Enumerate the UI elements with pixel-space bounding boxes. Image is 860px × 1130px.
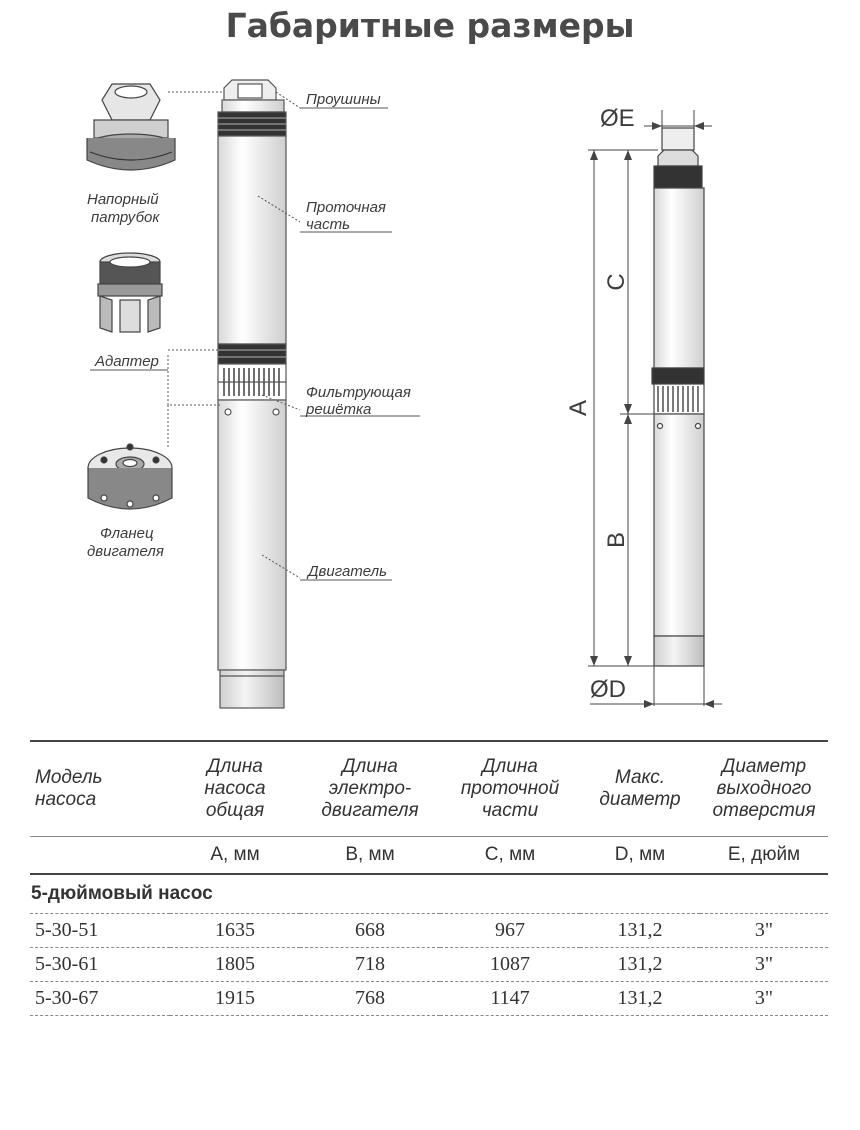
table-row: 5-30-61 1805 718 1087 131,2 3"	[30, 948, 828, 982]
unit-a: A, мм	[170, 837, 300, 875]
dim-label-c: C	[603, 273, 630, 291]
header-outlet-diameter: Диаметр выходного отверстия	[700, 741, 828, 837]
table-section-row: 5-дюймовый насос	[30, 874, 828, 914]
header-flow-part-length: Длина проточной части	[440, 741, 580, 837]
table-row: 5-30-51 1635 668 967 131,2 3"	[30, 914, 828, 948]
label-motor: Двигатель	[308, 563, 387, 580]
label-lugs: Проушины	[306, 91, 381, 108]
header-model: Модель насоса	[30, 741, 170, 837]
dim-label-d: ØD	[590, 676, 626, 703]
label-flow-part-2: часть	[306, 216, 350, 233]
pump-illustration	[218, 80, 286, 708]
unit-d: D, мм	[580, 837, 700, 875]
table-units-row	[30, 837, 828, 875]
adapter-icon	[98, 253, 162, 332]
dim-label-a: A	[565, 399, 592, 417]
dimension-drawing	[652, 128, 704, 666]
label-discharge-1: Напорный	[87, 191, 159, 208]
header-max-diameter: Макс. диаметр	[580, 741, 700, 837]
label-filter-1: Фильтрующая	[306, 384, 411, 401]
discharge-nozzle-icon	[87, 84, 175, 170]
dim-label-b: B	[603, 531, 630, 549]
header-total-length: Длина насоса общая	[170, 741, 300, 837]
motor-flange-icon	[88, 444, 172, 509]
table-row: 5-30-67 1915 768 1147 131,2 3"	[30, 982, 828, 1016]
specs-table	[30, 740, 828, 1016]
table-header-row	[30, 741, 828, 837]
dim-label-e: ØE	[600, 105, 635, 132]
label-discharge-2: патрубок	[91, 209, 160, 226]
label-adapter: Адаптер	[95, 353, 159, 370]
header-motor-length: Длина электро- двигателя	[300, 741, 440, 837]
label-motor-flange-2: двигателя	[87, 543, 164, 560]
label-filter-2: решётка	[306, 401, 372, 418]
unit-e: E, дюйм	[700, 837, 828, 875]
unit-b: B, мм	[300, 837, 440, 875]
page-title: Габаритные размеры	[225, 6, 635, 45]
unit-c: C, мм	[440, 837, 580, 875]
label-flow-part-1: Проточная	[306, 199, 386, 216]
label-motor-flange-1: Фланец	[100, 525, 154, 542]
